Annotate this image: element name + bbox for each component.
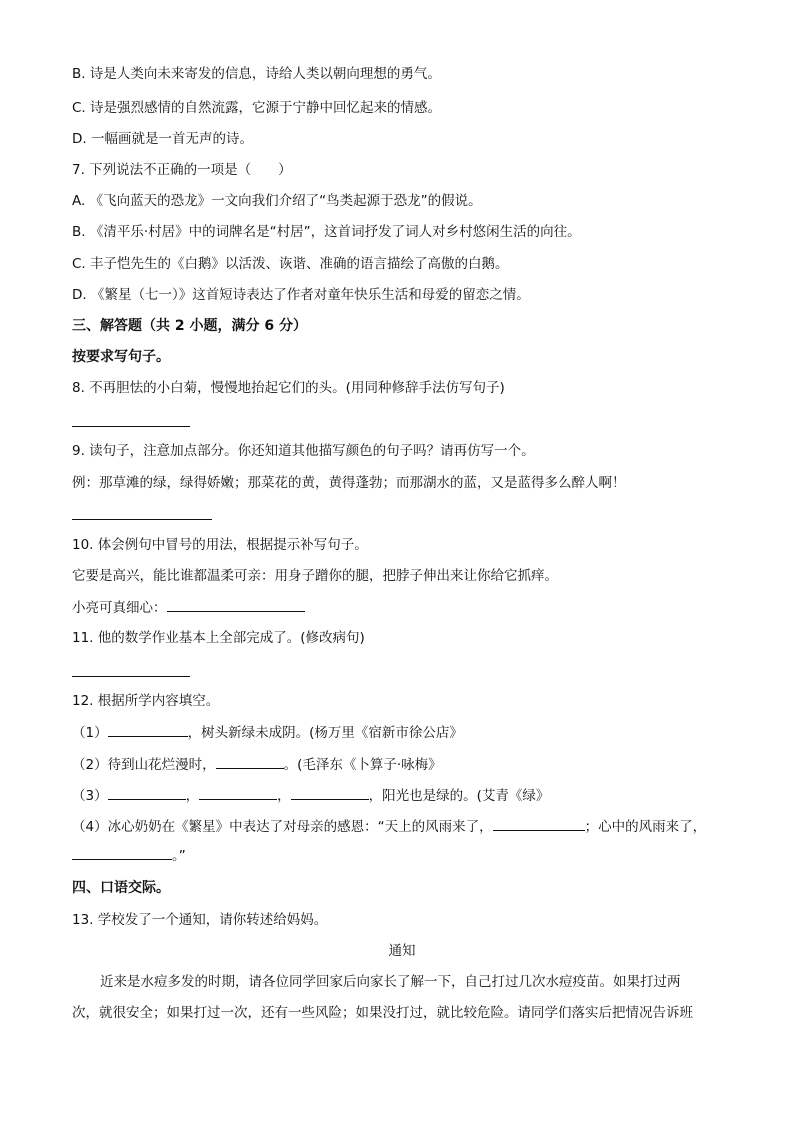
q12-part3 [72,785,549,806]
notice-line-2: 次，就很安全；如果打过一次，还有一些风险；如果没打过，就比较危险。请同学们落实后把情况告诉班 [72,1005,693,1021]
q12-part1 [72,722,463,743]
q7-option-c: C. 丰子恺先生的《白鹅》以活泼、诙谐、准确的语言描绘了高傲的白鹅。 [72,256,509,272]
q10-example: 它要是高兴，能比谁都温柔可亲：用身子蹭你的腿，把脖子伸出来让你给它抓痒。 [72,568,558,584]
q12-p4-mid: ；心中的风雨来了， [584,819,707,835]
q12-p3-blank-3[interactable] [291,785,369,800]
notice-line-1: 近来是水痘多发的时期，请各位同学回家后向家长了解一下，自己打过几次水痘疫苗。如果打过两 [100,974,681,990]
q12-stem: 12. 根据所学内容填空。 [72,693,220,709]
q12-p1-blank[interactable] [108,722,188,737]
q12-p2-suffix: 。(毛泽东《卜算子·咏梅》 [283,757,442,773]
q7-option-b: B. 《清平乐·村居》中的词牌名是“村居”，这首词抒发了词人对乡村悠闲生活的向往。 [72,224,581,240]
q12-part2 [72,754,442,775]
q12-p2-prefix: （2）待到山花烂漫时， [72,757,216,773]
q12-p2-blank[interactable] [216,754,284,769]
q6-option-d: D. 一幅画就是一首无声的诗。 [72,131,253,147]
q12-p4-blank-1[interactable] [493,816,585,831]
q12-p4-blank-2[interactable] [72,845,172,860]
q12-p4-prefix: （4）冰心奶奶在《繁星》中表达了对母亲的感恩：“天上的风雨来了， [72,819,493,835]
q10-stem: 10. 体会例句中冒号的用法，根据提示补写句子。 [72,537,368,553]
q12-p4-end: 。” [172,848,186,864]
q7-option-a: A. 《飞向蓝天的恐龙》一文向我们介绍了“鸟类起源于恐龙”的假说。 [72,193,482,209]
q12-p3-sep1: ， [185,788,200,804]
q12-part4-cont [72,845,186,866]
q11-stem: 11. 他的数学作业基本上全部完成了。(修改病句) [72,630,365,646]
q10-prompt-line [72,597,305,618]
q12-part4 [72,816,706,837]
q9-example: 例：那草滩的绿，绿得娇嫩；那菜花的黄，黄得蓬勃；而那湖水的蓝，又是蓝得多么醉人啊！ [72,475,626,491]
q11-answer-line[interactable] [72,676,190,677]
section4-heading: 四、口语交际。 [72,880,170,896]
notice-title: 通知 [388,943,416,959]
q10-prompt: 小亮可真细心： [72,600,167,616]
q12-p3-blank-1[interactable] [108,785,186,800]
q12-p1-text: ，树头新绿未成阴。(杨万里《宿新市徐公店》 [187,725,463,741]
q9-stem: 9. 读句子，注意加点部分。你还知道其他描写颜色的句子吗？请再仿写一个。 [72,443,535,459]
section3-heading: 三、解答题（共 2 小题，满分 6 分） [72,318,307,334]
q7-stem: 7. 下列说法不正确的一项是（ ） [72,162,292,178]
q10-answer-blank[interactable] [167,597,305,612]
q13-stem: 13. 学校发了一个通知，请你转述给妈妈。 [72,912,328,928]
q12-p3-sep2: ， [277,788,291,804]
section3-subheading: 按要求写句子。 [72,349,170,365]
q8-answer-line[interactable] [72,426,190,427]
q6-option-c: C. 诗是强烈感情的自然流露，它源于宁静中回忆起来的情感。 [72,100,442,116]
q9-answer-line[interactable] [72,519,212,520]
q6-option-b: B. 诗是人类向未来寄发的信息，诗给人类以朝向理想的勇气。 [72,66,441,82]
q12-p3-num: （3） [72,788,108,804]
q12-p3-blank-2[interactable] [199,785,277,800]
q8-stem: 8. 不再胆怯的小白菊，慢慢地抬起它们的头。(用同种修辞手法仿写句子) [72,380,505,396]
q12-p3-suffix: ，阳光也是绿的。(艾青《绿》 [368,788,550,804]
q12-p1-num: （1） [72,725,108,741]
q7-option-d: D. 《繁星（七一）》这首短诗表达了作者对童年快乐生活和母爱的留恋之情。 [72,287,530,303]
